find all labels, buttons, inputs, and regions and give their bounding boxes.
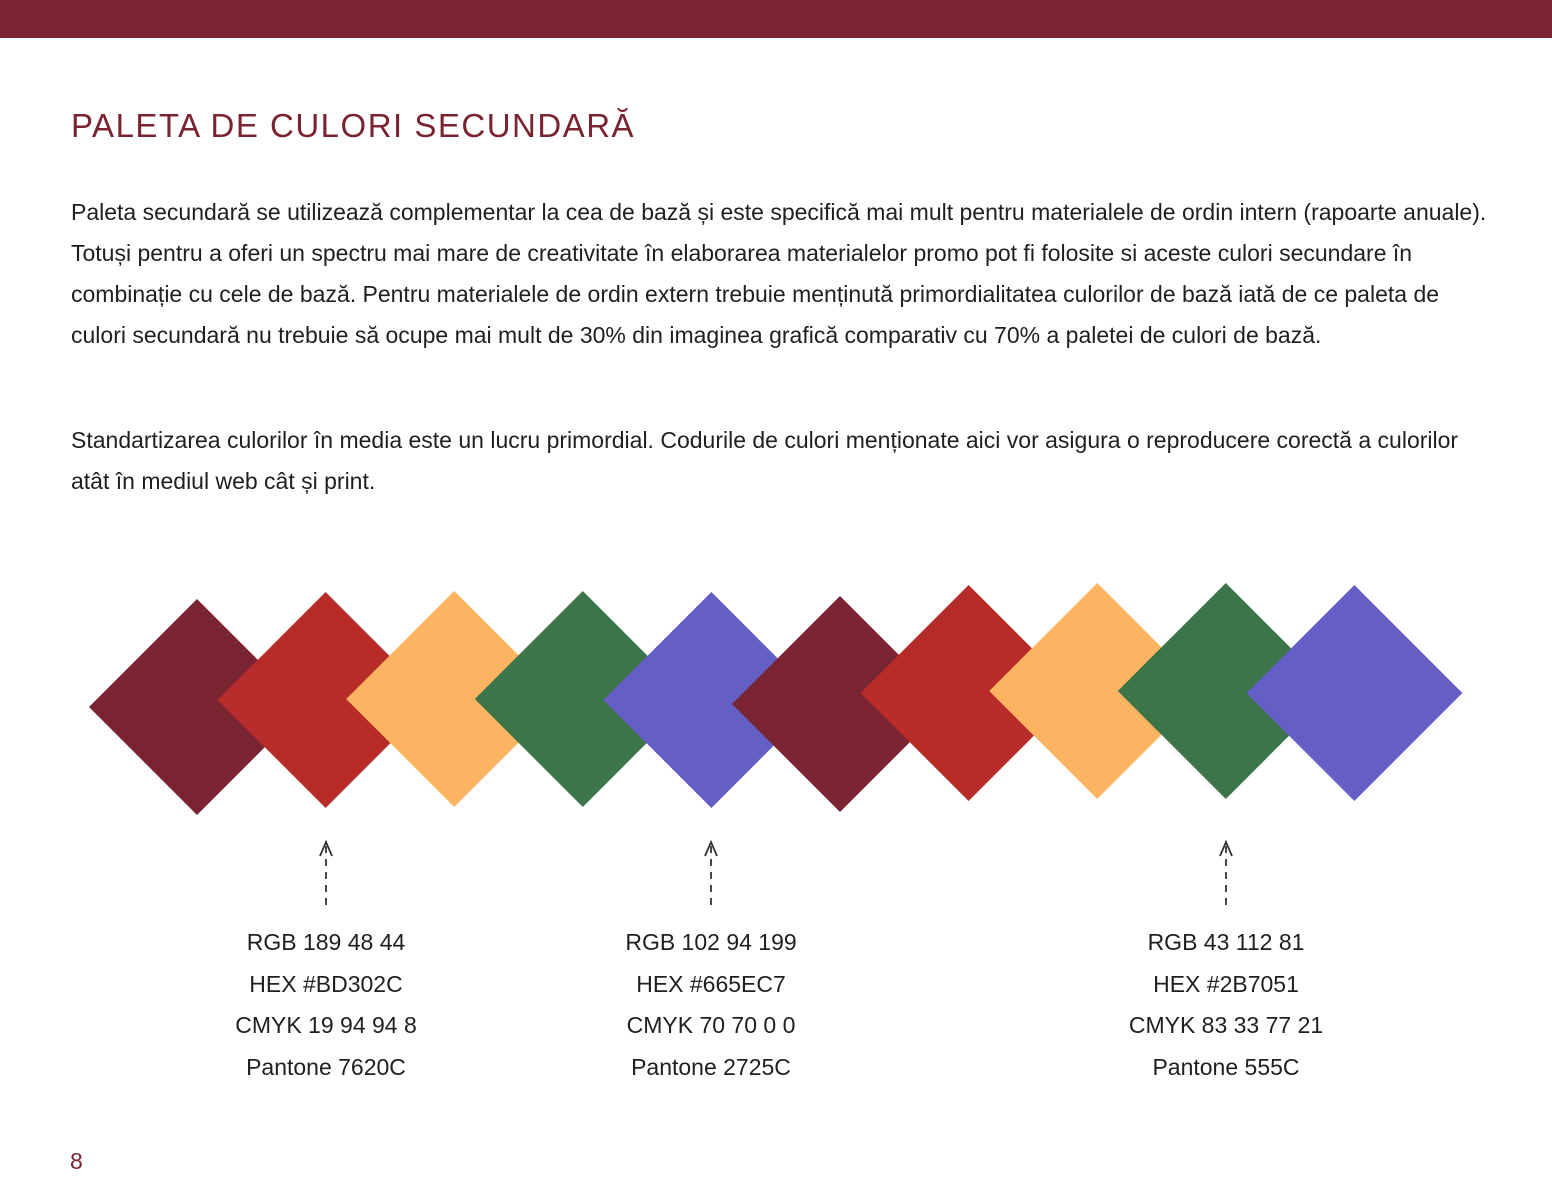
intro-paragraph: Paleta secundară se utilizează complementar la cea de bază și este specifică mai mult pentru materialele de ordin intern (rapoarte anuale). Totuși pentru a oferi un spectru mai mare de creativitate în elaborarea materialelor promo pot fi folosite si aceste culori secundare în combinație cu cele de bază. Pentru materialele de ordin extern trebuie menținută primordialitatea culorilor de bază iată de ce paleta de culori secundară nu trebuie să ocupe mai mult de 30% din imaginea grafică comparativ cu 70% a paletei de culori de bază. xyxy=(71,199,1487,348)
spec-hex: HEX #2B7051 xyxy=(1153,970,1299,997)
arrow-to-purple xyxy=(705,842,717,906)
top-accent-bar xyxy=(0,0,1552,38)
color-swatch-diamond xyxy=(1246,585,1462,801)
standardization-paragraph: Standartizarea culorilor în media este un lucru primordial. Codurile de culori menționate aici vor asigura o reproducere corectă a culorilor atât în mediul web cât și print. xyxy=(71,427,1459,494)
color-spec-red xyxy=(161,922,491,1088)
spec-pantone: Pantone 555C xyxy=(1152,1053,1300,1080)
arrow-to-red xyxy=(320,842,332,906)
page-number: 8 xyxy=(70,1148,83,1174)
color-swatch-strip xyxy=(0,560,1552,860)
spec-rgb: RGB 189 48 44 xyxy=(246,929,406,955)
arrow-to-green xyxy=(1220,842,1232,906)
page-title: PALETA DE CULORI SECUNDARĂ xyxy=(71,107,636,144)
color-spec-purple xyxy=(546,922,876,1088)
spec-hex: HEX #BD302C xyxy=(249,970,403,997)
spec-hex: HEX #665EC7 xyxy=(636,970,786,997)
spec-cmyk: CMYK 83 33 77 21 xyxy=(1128,1012,1324,1038)
color-spec-green xyxy=(1061,922,1391,1088)
spec-rgb: RGB 43 112 81 xyxy=(1147,929,1305,955)
spec-pantone: Pantone 7620C xyxy=(246,1053,406,1080)
spec-pantone: Pantone 2725C xyxy=(631,1053,791,1080)
spec-cmyk: CMYK 19 94 94 8 xyxy=(235,1012,417,1038)
pointer-arrows xyxy=(0,830,1552,920)
spec-rgb: RGB 102 94 199 xyxy=(625,929,797,955)
spec-cmyk: CMYK 70 70 0 0 xyxy=(626,1012,796,1038)
